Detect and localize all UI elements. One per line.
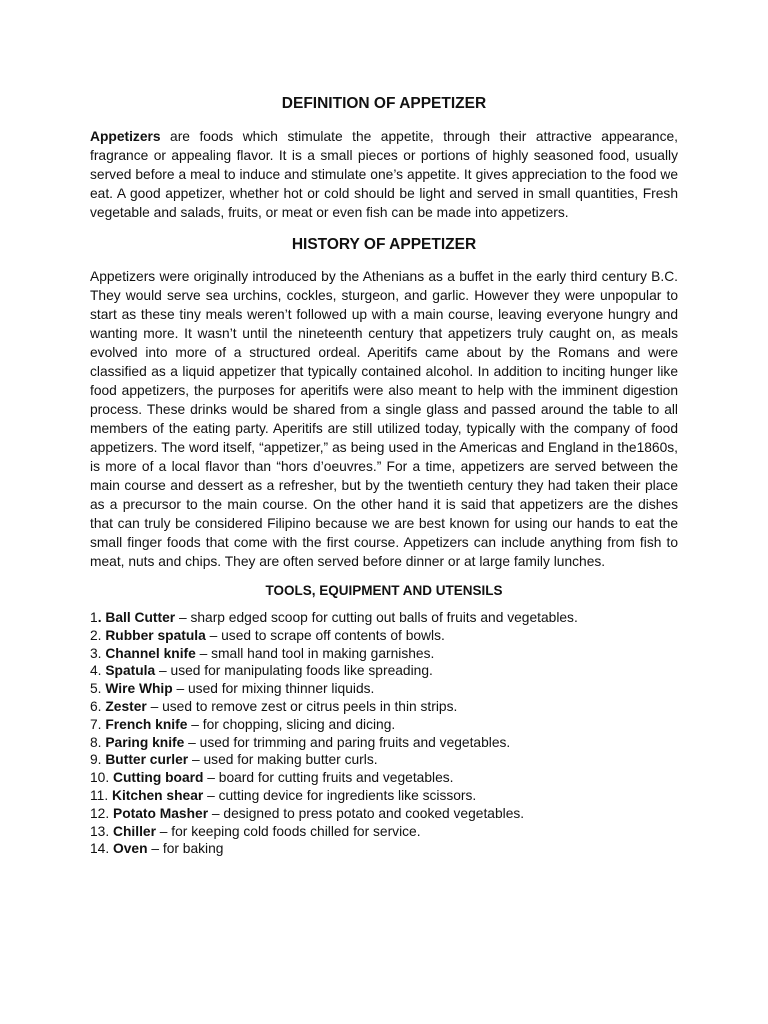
list-item: 1. Ball Cutter – sharp edged scoop for cutting out balls of fruits and vegetables.: [90, 610, 578, 625]
list-item: 11. Kitchen shear – cutting device for ingredients like scissors.: [90, 787, 477, 803]
list-item: 8. Paring knife – used for trimming and paring fruits and vegetables.: [90, 734, 511, 750]
list-item: 10. Cutting board – board for cutting fruits and vegetables.: [90, 770, 454, 786]
definition-lead-term: Appetizers: [90, 129, 161, 144]
list-item: 3. Channel knife – small hand tool in making garnishes.: [90, 645, 435, 661]
definition-heading: DEFINITION OF APPETIZER: [281, 95, 487, 112]
definition-paragraph: [90, 127, 678, 222]
list-item: 13. Chiller – for keeping cold foods chilled for service.: [90, 823, 421, 839]
list-item: 12. Potato Masher – designed to press potato and cooked vegetables.: [90, 805, 525, 821]
document-page: [90, 94, 678, 858]
definition-text: are foods which stimulate the appetite, through their attractive appearance, fragrance or appealing flavor. It is a small pieces or portions of highly seasoned food, usually served before a meal to induce and stimulate one’s appetite. It gives appreciation to the food we eat. A good appetizer, whether hot or cold should be light and served in small quantities, Fresh vegetable and salads, fruits, or meat or even fish can be made into appetizers.: [90, 129, 678, 220]
history-heading: HISTORY OF APPETIZER: [291, 236, 477, 253]
history-paragraph: Appetizers were originally introduced by the Athenians as a buffet in the early third century B.C. They would serve sea urchins, cockles, sturgeon, and garlic. However they were unpopular to start as these tiny meals weren’t followed up with a main course, leaving everyone hungry and wanting more. It wasn’t until the nineteenth century that appetizers truly caught on, as meals evolved into more of a structured ordeal. Aperitifs came about by the Romans and were classified as a liquid appetizer that typically contained alcohol. In addition to inciting hunger like food appetizers, the purposes for aperitifs were also meant to help with the imminent digestion process. These drinks would be shared from a single glass and passed around the table to all members of the eating party. Aperitifs are still utilized today, typically with the company of food appetizers. The word itself, “appetizer,” as being used in the Americas and England in the1860s, is more of a local flavor than “hors d’oeuvres.” For a time, appetizers are served between the main course and dessert as a refresher, but by the twentieth century they had taken their place as a precursor to the main course. On the other hand it is said that appetizers are the dishes that can truly be considered Filipino because we are best known for using our hands to eat the small finger foods that come with the first course. Appetizers can include anything from fish to meat, nuts and chips. They are often served before dinner or at large family lunches.: [90, 269, 678, 569]
list-item: 5. Wire Whip – used for mixing thinner liquids.: [90, 681, 375, 697]
tools-heading: TOOLS, EQUIPMENT AND UTENSILS: [265, 583, 503, 598]
list-item: 4. Spatula – used for manipulating foods like spreading.: [90, 663, 433, 679]
list-item: 2. Rubber spatula – used to scrape off contents of bowls.: [90, 627, 445, 643]
list-item: 14. Oven – for baking: [90, 841, 224, 857]
list-item: 6. Zester – used to remove zest or citrus peels in thin strips.: [90, 698, 458, 714]
list-item: 9. Butter curler – used for making butter curls.: [90, 752, 378, 768]
tools-list: [90, 609, 678, 858]
list-item: 7. French knife – for chopping, slicing and dicing.: [90, 716, 396, 732]
